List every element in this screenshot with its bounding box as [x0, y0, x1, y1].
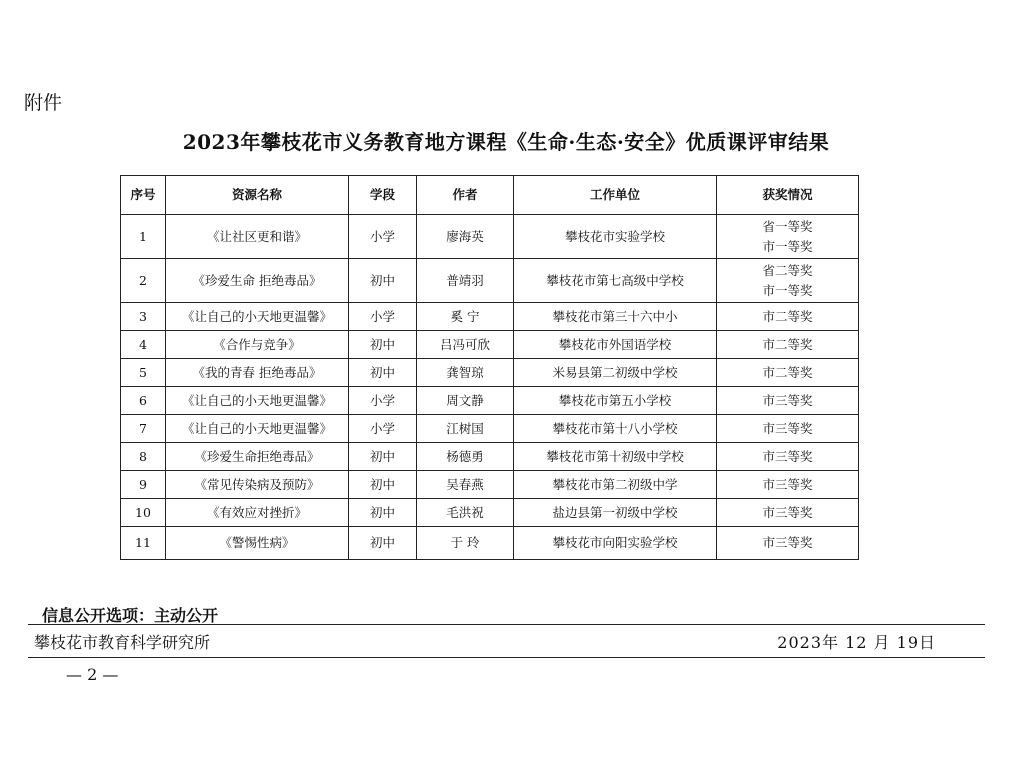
- cell-name: 《常见传染病及预防》: [166, 471, 349, 499]
- footer-divider-top: [28, 624, 985, 625]
- table-row: [121, 471, 859, 499]
- header-cell-unit: 工作单位: [514, 176, 717, 215]
- cell-name: 《让自己的小天地更温馨》: [166, 303, 349, 331]
- table-row: [121, 215, 859, 259]
- cell-no: 3: [121, 303, 166, 331]
- table-row: [121, 415, 859, 443]
- cell-unit: 攀枝花市第七高级中学校: [514, 259, 717, 303]
- cell-unit: 攀枝花市第二初级中学: [514, 471, 717, 499]
- cell-name: 《珍爱生命拒绝毒品》: [166, 443, 349, 471]
- cell-author: 毛洪祝: [417, 499, 514, 527]
- cell-unit: 米易县第二初级中学校: [514, 359, 717, 387]
- cell-stage: 初中: [349, 499, 417, 527]
- cell-name: 《珍爱生命 拒绝毒品》: [166, 259, 349, 303]
- cell-stage: 初中: [349, 259, 417, 303]
- cell-no: 2: [121, 259, 166, 303]
- cell-stage: 初中: [349, 527, 417, 560]
- cell-unit: 攀枝花市向阳实验学校: [514, 527, 717, 560]
- cell-award: 市二等奖: [717, 359, 859, 387]
- cell-name: 《有效应对挫折》: [166, 499, 349, 527]
- cell-author: 廖海英: [417, 215, 514, 259]
- cell-name: 《让社区更和谐》: [166, 215, 349, 259]
- cell-name: 《让自己的小天地更温馨》: [166, 387, 349, 415]
- cell-award: 市三等奖: [717, 415, 859, 443]
- cell-unit: 攀枝花市第十初级中学校: [514, 443, 717, 471]
- cell-no: 11: [121, 527, 166, 560]
- cell-author: 吕冯可欣: [417, 331, 514, 359]
- cell-award: [717, 259, 859, 303]
- cell-unit: 攀枝花市第五小学校: [514, 387, 717, 415]
- cell-no: 10: [121, 499, 166, 527]
- table-row: [121, 331, 859, 359]
- footer-divider-bottom: [28, 657, 985, 658]
- cell-unit: 攀枝花市实验学校: [514, 215, 717, 259]
- attachment-label: 附件: [24, 92, 63, 114]
- cell-stage: 初中: [349, 443, 417, 471]
- cell-stage: 小学: [349, 387, 417, 415]
- cell-stage: 初中: [349, 359, 417, 387]
- cell-award: 市三等奖: [717, 471, 859, 499]
- cell-author: 江树国: [417, 415, 514, 443]
- cell-no: 6: [121, 387, 166, 415]
- issue-date: 2023年 12 月 19日: [777, 633, 936, 652]
- cell-award: 市三等奖: [717, 387, 859, 415]
- table-row: [121, 527, 859, 560]
- header-cell-name: 资源名称: [166, 176, 349, 215]
- award-line: 市一等奖: [762, 238, 813, 254]
- cell-name: 《让自己的小天地更温馨》: [166, 415, 349, 443]
- cell-stage: 小学: [349, 215, 417, 259]
- cell-unit: 攀枝花市外国语学校: [514, 331, 717, 359]
- cell-author: 于 玲: [417, 527, 514, 560]
- cell-award: 市二等奖: [717, 331, 859, 359]
- cell-unit: 盐边县第一初级中学校: [514, 499, 717, 527]
- cell-no: 1: [121, 215, 166, 259]
- header-cell-no: 序号: [121, 176, 166, 215]
- header-cell-stage: 学段: [349, 176, 417, 215]
- table-row: [121, 387, 859, 415]
- cell-name: 《合作与竞争》: [166, 331, 349, 359]
- cell-stage: 小学: [349, 415, 417, 443]
- document-title: 2023年攀枝花市义务教育地方课程《生命·生态·安全》优质课评审结果: [182, 130, 830, 154]
- results-table: [120, 175, 859, 560]
- table-row: [121, 303, 859, 331]
- cell-no: 5: [121, 359, 166, 387]
- cell-unit: 攀枝花市第三十六中小: [514, 303, 717, 331]
- cell-stage: 初中: [349, 331, 417, 359]
- cell-stage: 初中: [349, 471, 417, 499]
- cell-author: 普靖羽: [417, 259, 514, 303]
- page-number: — 2 —: [66, 665, 119, 684]
- cell-unit: 攀枝花市第十八小学校: [514, 415, 717, 443]
- cell-author: 杨德勇: [417, 443, 514, 471]
- cell-no: 7: [121, 415, 166, 443]
- cell-award: 市三等奖: [717, 527, 859, 560]
- cell-award: 市三等奖: [717, 499, 859, 527]
- table-header-row: [121, 176, 859, 215]
- cell-author: 吴春燕: [417, 471, 514, 499]
- table-row: [121, 443, 859, 471]
- cell-stage: 小学: [349, 303, 417, 331]
- issuing-organization: 攀枝花市教育科学研究所: [34, 633, 211, 652]
- table-row: [121, 259, 859, 303]
- cell-name: 《警惕性病》: [166, 527, 349, 560]
- header-cell-author: 作者: [417, 176, 514, 215]
- award-line: 省二等奖: [762, 262, 813, 278]
- table-row: [121, 499, 859, 527]
- award-line: 省一等奖: [762, 218, 813, 234]
- cell-name: 《我的青春 拒绝毒品》: [166, 359, 349, 387]
- cell-author: 奚 宁: [417, 303, 514, 331]
- cell-award: 市三等奖: [717, 443, 859, 471]
- header-cell-award: 获奖情况: [717, 176, 859, 215]
- cell-award: 市二等奖: [717, 303, 859, 331]
- cell-author: 龚智琼: [417, 359, 514, 387]
- cell-no: 8: [121, 443, 166, 471]
- cell-no: 9: [121, 471, 166, 499]
- award-line: 市一等奖: [762, 282, 813, 298]
- disclosure-option: 信息公开选项：主动公开: [42, 606, 219, 625]
- cell-author: 周文静: [417, 387, 514, 415]
- table-row: [121, 359, 859, 387]
- cell-award: [717, 215, 859, 259]
- cell-no: 4: [121, 331, 166, 359]
